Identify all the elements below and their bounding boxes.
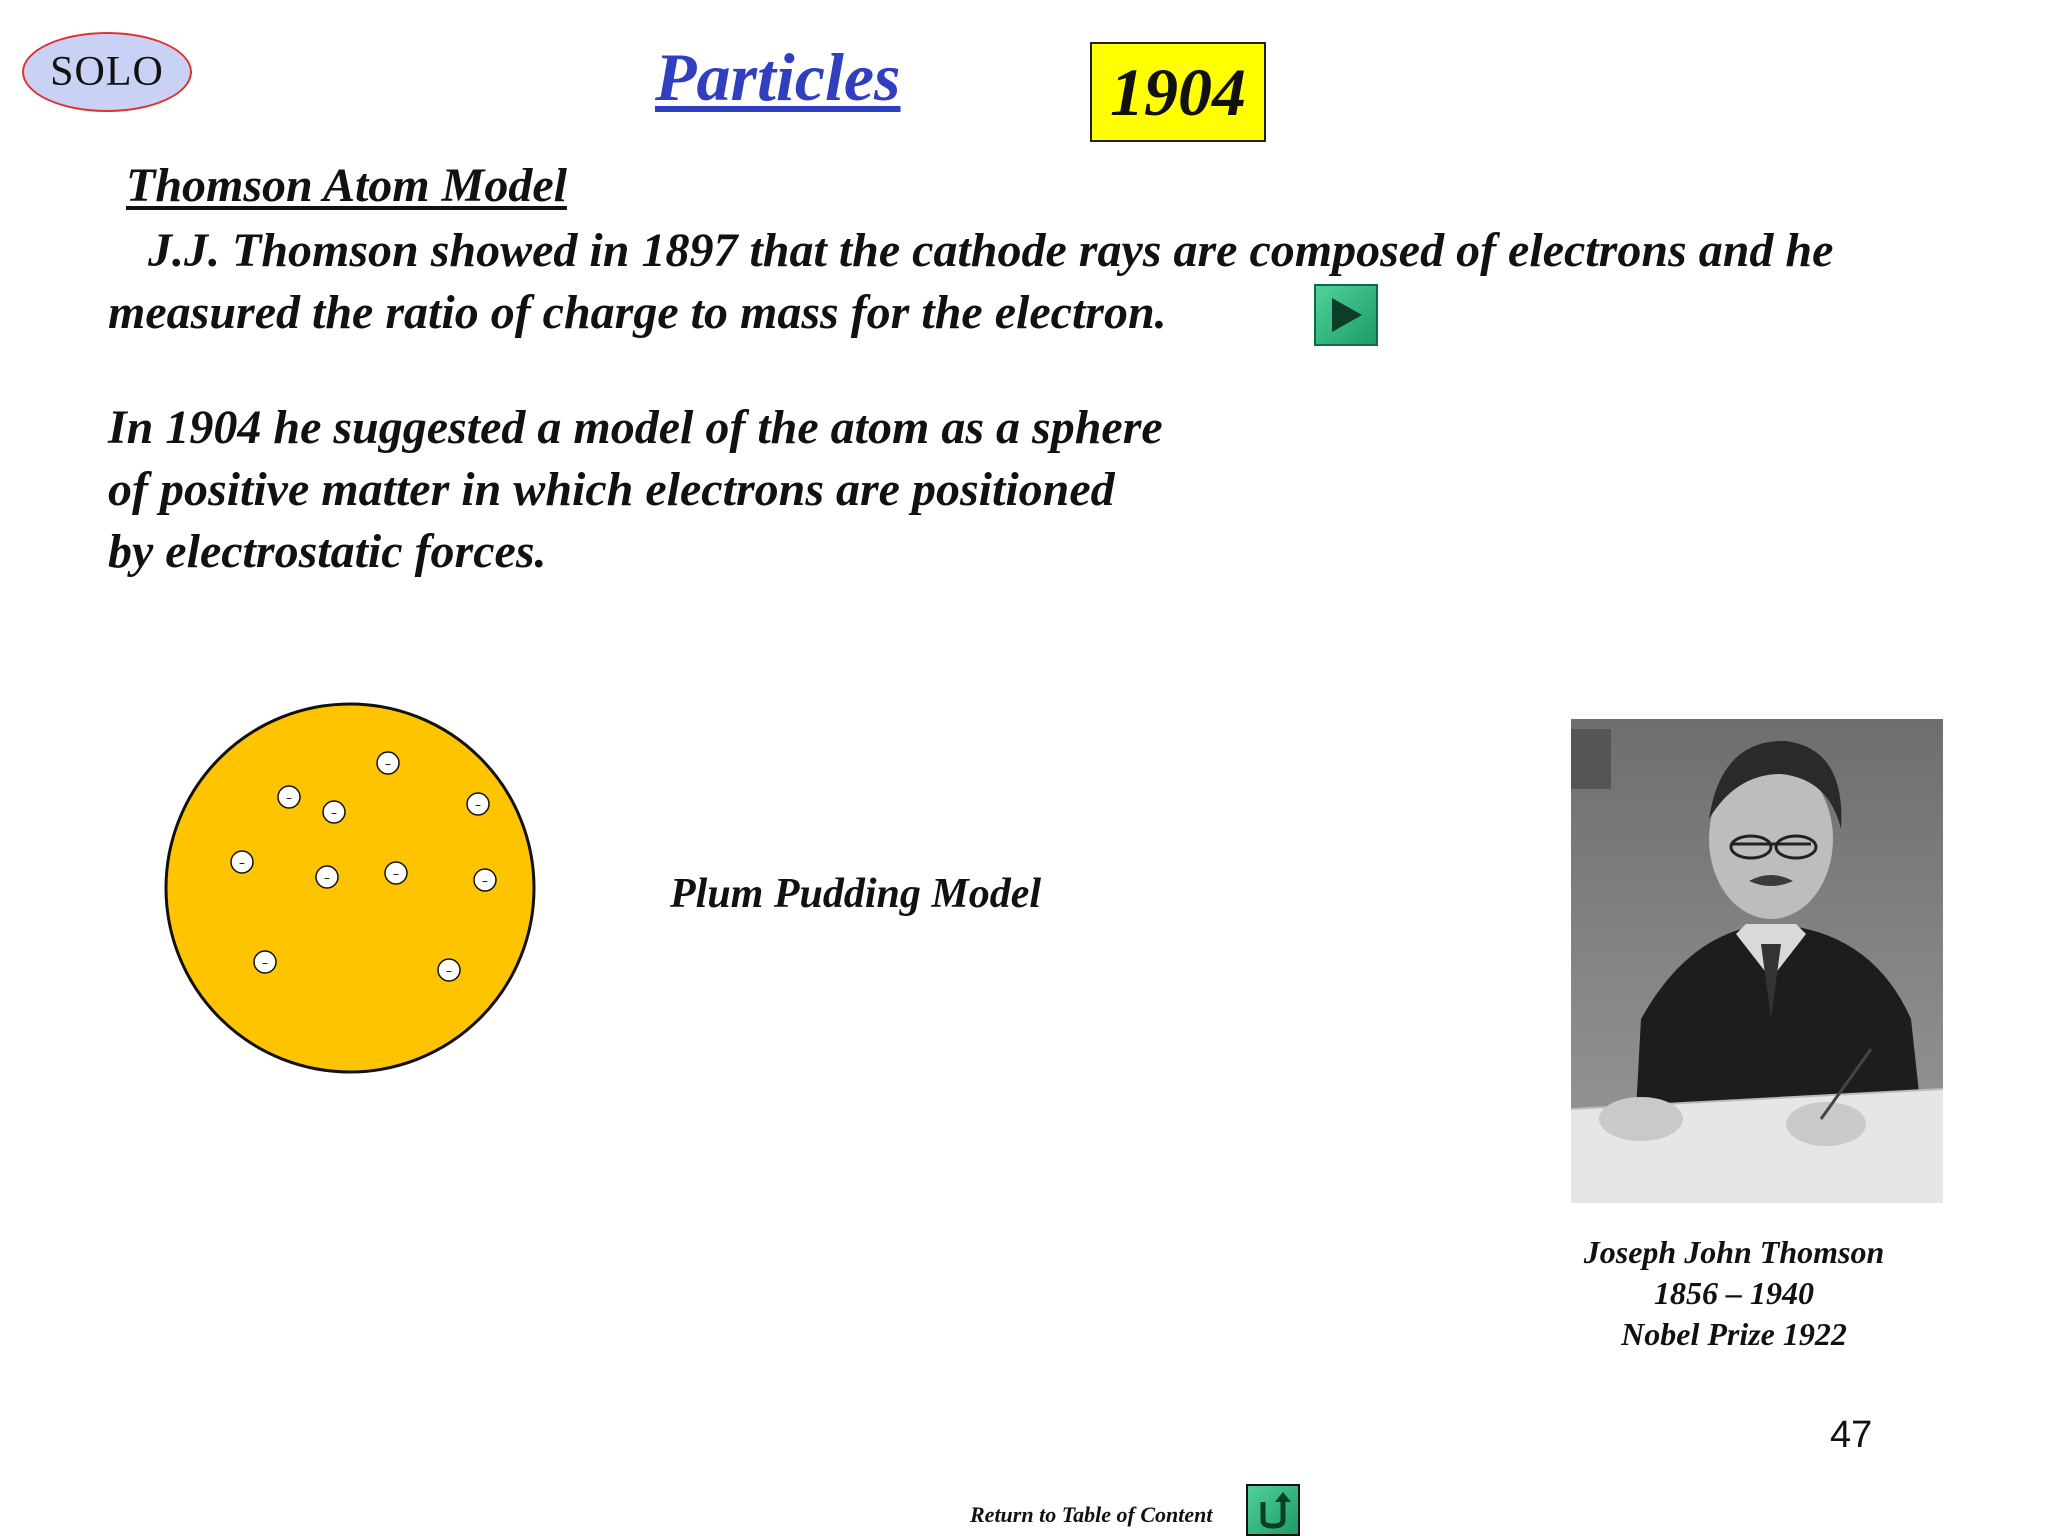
return-button[interactable]	[1246, 1484, 1300, 1536]
return-icon	[1253, 1490, 1293, 1530]
portrait-drawing	[1571, 719, 1943, 1203]
thomson-portrait	[1571, 719, 1943, 1203]
year-badge	[1090, 42, 1266, 142]
paragraph-atom-model: In 1904 he suggested a model of the atom as a sphere of positive matter in which electrons are positioned by electrostatic forces.	[108, 401, 1163, 578]
svg-text:–: –	[324, 871, 330, 885]
electron	[323, 801, 345, 823]
electron	[316, 866, 338, 888]
svg-text:–: –	[262, 956, 268, 970]
slide-title[interactable]: Particles	[655, 39, 901, 115]
portrait-award: Nobel Prize 1922	[1621, 1316, 1847, 1352]
electron	[467, 793, 489, 815]
plum-pudding-diagram	[160, 700, 550, 1090]
year-text: 1904	[1110, 53, 1246, 130]
play-icon	[1326, 294, 1366, 336]
play-button[interactable]	[1314, 284, 1378, 346]
svg-text:–: –	[286, 791, 292, 805]
electron	[438, 959, 460, 981]
svg-text:–: –	[331, 806, 337, 820]
svg-text:–: –	[446, 964, 452, 978]
page-number: 47	[1830, 1414, 1873, 1456]
electron	[377, 752, 399, 774]
svg-text:–: –	[482, 874, 488, 888]
return-to-toc-link[interactable]: Return to Table of Content	[970, 1502, 1213, 1527]
svg-text:–: –	[239, 856, 245, 870]
electron	[474, 869, 496, 891]
model-caption: Plum Pudding Model	[670, 871, 1042, 917]
svg-text:–: –	[385, 757, 391, 771]
electron	[385, 862, 407, 884]
section-subtitle: Thomson Atom Model	[126, 159, 567, 212]
electron	[278, 786, 300, 808]
portrait-name: Joseph John Thomson	[1583, 1234, 1885, 1270]
portrait-caption	[1530, 1232, 1938, 1355]
logo-text: SOLO	[50, 49, 164, 95]
solo-logo	[22, 32, 192, 112]
paragraph-cathode-rays: J.J. Thomson showed in 1897 that the cathode rays are composed of electrons and he measured the ratio of charge to mass for the electron.	[108, 224, 1834, 339]
electron	[254, 951, 276, 973]
portrait-dates: 1856 – 1940	[1654, 1275, 1814, 1311]
svg-text:–: –	[393, 867, 399, 881]
svg-text:–: –	[475, 798, 481, 812]
electron	[231, 851, 253, 873]
